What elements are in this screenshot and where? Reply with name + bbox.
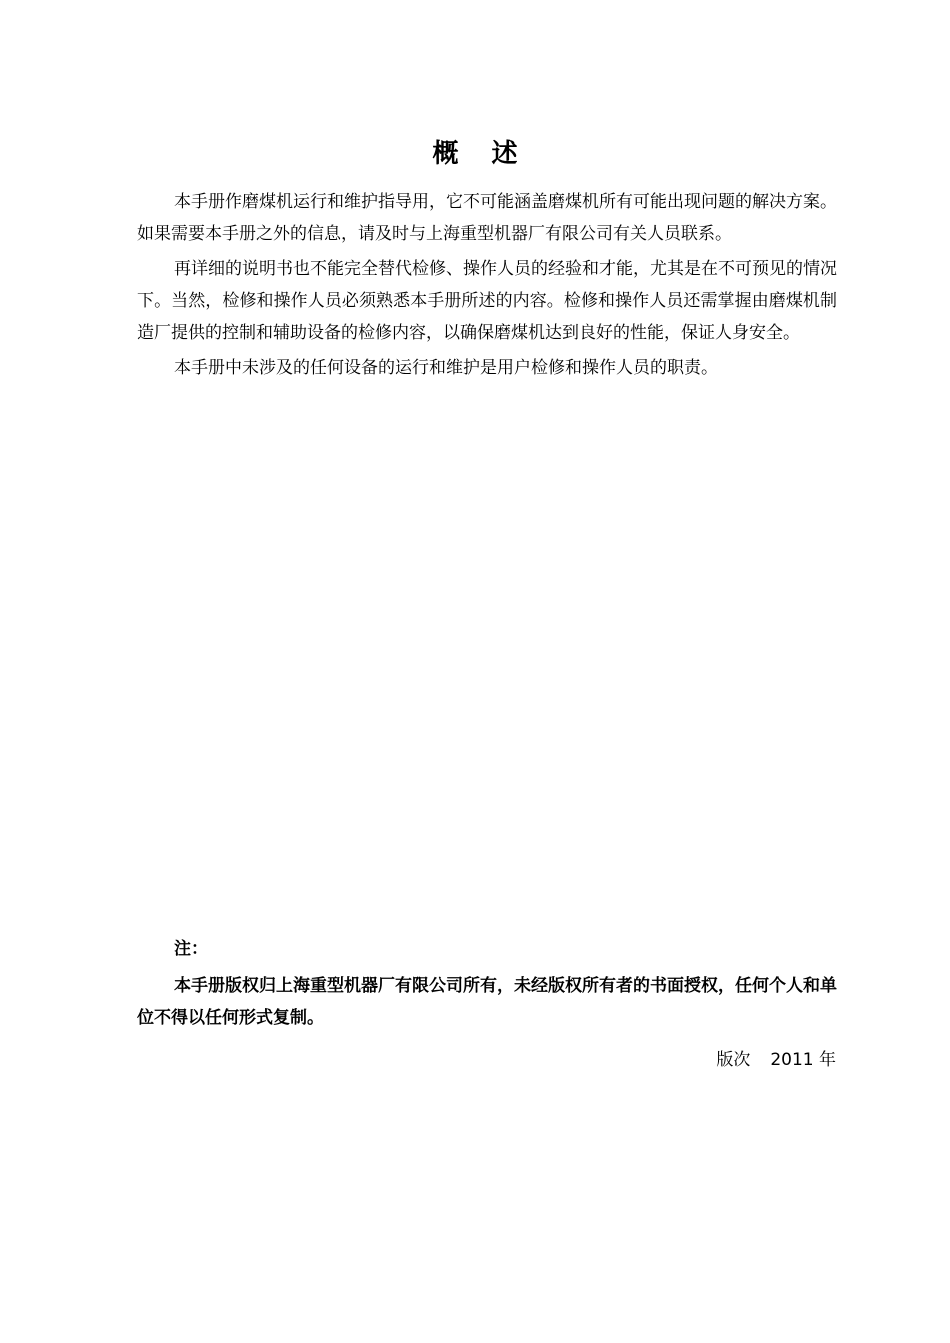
edition-line xyxy=(716,1046,836,1074)
copyright-note: 本手册版权归上海重型机器厂有限公司所有，未经版权所有者的书面授权，任何个人和单位不得以任何形式复制。 xyxy=(137,976,837,1028)
edition-label: 版次 xyxy=(716,1050,751,1070)
paragraph-2: 再详细的说明书也不能完全替代检修、操作人员的经验和才能，尤其是在不可预见的情况下。当然，检修和操作人员必须熟悉本手册所述的内容。检修和操作人员还需掌握由磨煤机制造厂提供的控制和辅助设备的检修内容，以确保磨煤机达到良好的性能，保证人身安全。 xyxy=(137,259,837,343)
paragraph-1: 本手册作磨煤机运行和维护指导用，它不可能涵盖磨煤机所有可能出现问题的解决方案。如果需要本手册之外的信息，请及时与上海重型机器厂有限公司有关人员联系。 xyxy=(137,192,837,244)
paragraph-3: 本手册中未涉及的任何设备的运行和维护是用户检修和操作人员的职责。 xyxy=(174,358,718,378)
note-label: 注： xyxy=(174,939,208,959)
edition-year: 2011 年 xyxy=(770,1050,836,1070)
body-text xyxy=(137,186,837,387)
page-title: 概 述 xyxy=(432,139,530,169)
